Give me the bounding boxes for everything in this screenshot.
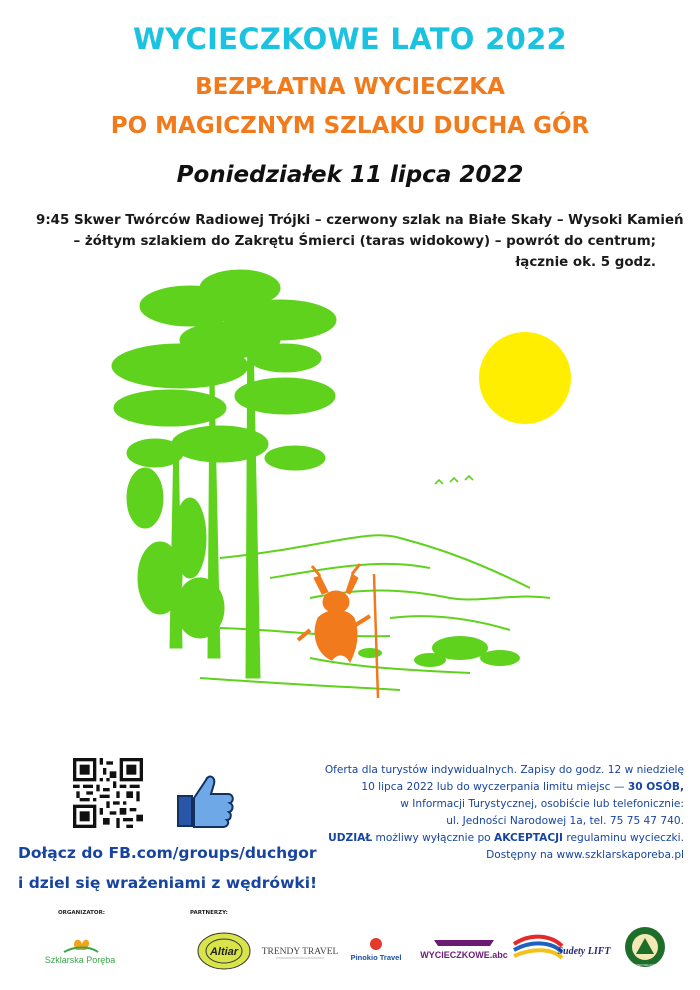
bushes-icon: [358, 636, 520, 667]
offer-line: [264, 779, 684, 796]
facebook-prefix: Dołącz do: [18, 844, 109, 862]
offer-line: Oferta dla turystów indywidualnych. Zapisy do godz. 12 w niedzielę: [324, 764, 684, 776]
sun-icon: [479, 332, 571, 424]
participation-line: [264, 830, 684, 847]
seat-limit: 30 OSÓB,: [627, 781, 684, 793]
organizer-logo-text: Szklarska Poręba: [44, 955, 116, 965]
acceptance-label: AKCEPTACJI: [494, 832, 563, 844]
poster-subtitle-line2: PO MAGICZNYM SZLAKU DUCHA GÓR: [110, 113, 590, 139]
svg-text:KARKONOSKI PARK NARODOWY: KARKONOSKI PARK NARODOWY: [626, 964, 664, 967]
pine-trees-icon: [112, 270, 336, 678]
facebook-group-link[interactable]: FB.com/groups/duchgor: [108, 844, 317, 862]
poster-subtitle-line1: BEZPŁATNA WYCIECZKA: [195, 74, 505, 100]
landscape-illustration: [70, 258, 590, 708]
poster-title: WYCIECZKOWE LATO 2022: [132, 22, 568, 56]
regulations-link[interactable]: Dostępny na www.szklarskaporeba.pl: [486, 849, 684, 861]
event-date: Poniedziałek 11 lipca 2022: [176, 162, 524, 188]
qr-code-icon[interactable]: [73, 758, 143, 828]
svg-text:TRENDY TRAVEL: TRENDY TRAVEL: [261, 947, 339, 957]
national-park-logo: [624, 926, 666, 968]
birds-icon: [435, 476, 473, 484]
sudety-lift-logo: [512, 932, 611, 964]
route-line: – żółtym szlakiem do Zakrętu Śmierci (taras widokowy) – powrót do centrum;: [73, 234, 656, 249]
wycieczkowe-abc-logo: [420, 932, 508, 966]
partners-label: PARTNERZY:: [190, 910, 228, 916]
udzial-label: UDZIAŁ: [328, 832, 373, 844]
offer-line2-text: 10 lipca 2022 lub do wyczerpania limitu miejsc —: [361, 781, 628, 793]
participation-info: [264, 830, 684, 864]
pinokio-travel-logo: [340, 936, 412, 966]
mountain-spirit-icon: [298, 564, 378, 698]
svg-text:Sudety LIFT: Sudety LIFT: [557, 946, 611, 957]
offer-line: w Informacji Turystycznej, osobiście lub telefonicznie:: [400, 798, 684, 810]
trendy-travel-logo: [261, 930, 339, 970]
offer-info: [264, 762, 684, 830]
svg-text:WYCIECZKOWE.abc: WYCIECZKOWE.abc: [420, 950, 508, 960]
svg-text:Altiar: Altiar: [209, 946, 239, 958]
participation-text: możliwy wyłącznie po: [372, 832, 495, 844]
thumbs-up-icon[interactable]: [176, 770, 236, 830]
participation-text: regulaminu wycieczki.: [563, 832, 684, 844]
svg-text:Pinokio Travel: Pinokio Travel: [350, 953, 402, 962]
facebook-share-text: i dziel się wrażeniami z wędrówki!: [18, 874, 318, 892]
offer-line: ul. Jedności Narodowej 1a, tel. 75 75 47 740.: [446, 815, 684, 827]
szklarska-poreba-logo: [34, 936, 126, 966]
route-line: łącznie ok. 5 godz.: [515, 255, 656, 270]
route-line: 9:45 Skwer Twórców Radiowej Trójki – czerwony szlak na Białe Skały – Wysoki Kamień: [36, 213, 684, 228]
altiar-logo: [196, 930, 252, 972]
organizer-label: ORGANIZATOR:: [58, 910, 106, 916]
